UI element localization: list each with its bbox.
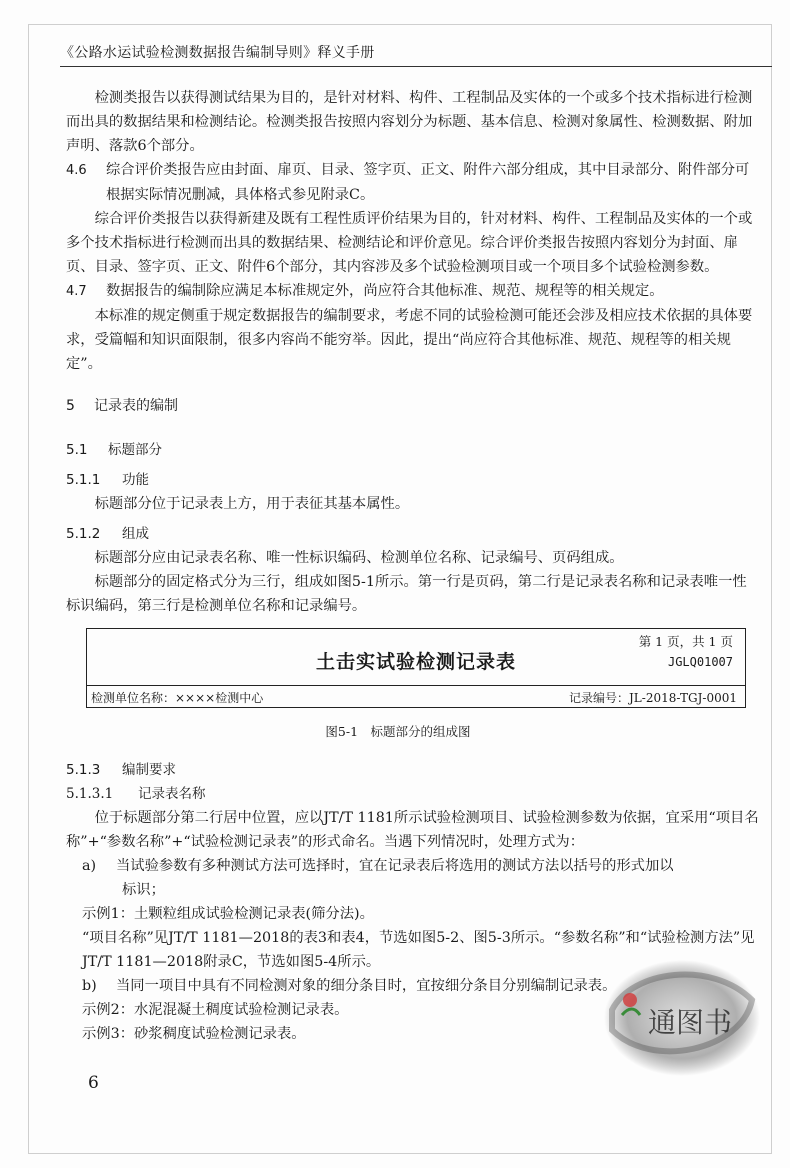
paragraph-function: 标题部分位于记录表上方，用于表征其基本属性。 bbox=[94, 496, 410, 512]
clause-4-7 bbox=[66, 279, 760, 304]
paragraph-standard-explanation: 本标准的规定侧重于规定数据报告的编制要求，考虑不同的试验检测可能还会涉及相应技术依据的具体要求，受篇幅和知识面限制，很多内容尚不能穷举。因此，提出“尚应符合其他标准、规范、规程等的相关规定”。 bbox=[66, 308, 753, 372]
heading-text: 记录表名称 bbox=[138, 786, 206, 802]
figure-organization: 检测单位名称：××××检测中心 bbox=[91, 691, 264, 705]
clause-text: 综合评价类报告应由封面、扉页、目录、签字页、正文、附件六部分组成，其中目录部分、附件部分可 bbox=[106, 162, 750, 178]
heading-text: 组成 bbox=[122, 526, 149, 542]
page-number: 6 bbox=[88, 1073, 99, 1093]
example-1: 示例1：土颗粒组成试验检测记录表(筛分法)。 bbox=[82, 906, 374, 922]
paragraph-record-name: 位于标题部分第二行居中位置，应以JT/T 1181所示试验检测项目、试验检测参数为依据，宜采用“项目名称”+“参数名称”+“试验检测记录表”的形式命名。当遇下列情况时，处理方式为： bbox=[66, 810, 759, 850]
example-2: 示例2：水泥混凝土稠度试验检测记录表。 bbox=[82, 1002, 349, 1018]
heading-number: 5.1 bbox=[66, 442, 88, 458]
heading-text: 记录表的编制 bbox=[94, 398, 178, 414]
list-item-a bbox=[66, 854, 760, 878]
clause-number: 4.6 bbox=[66, 163, 87, 178]
heading-text: 标题部分 bbox=[108, 442, 162, 458]
figure-record-number: 记录编号：JL-2018-TGJ-0001 bbox=[569, 691, 737, 705]
figure-record-title: 土击实试验检测记录表 bbox=[315, 651, 516, 673]
section-heading-5-1-3 bbox=[66, 758, 760, 782]
clause-number: 4.7 bbox=[66, 284, 87, 299]
figure-caption: 图5-1 标题部分的组成图 bbox=[325, 724, 471, 739]
publisher-seal-watermark bbox=[592, 940, 762, 1090]
heading-text: 功能 bbox=[122, 472, 149, 488]
section-heading-5-1-2 bbox=[66, 522, 760, 546]
page-content bbox=[66, 86, 760, 1046]
clause-text: 数据报告的编制除应满足本标准规定外，尚应符合其他标准、规范、规程等的相关规定。 bbox=[106, 283, 664, 299]
paragraph-format: 标题部分的固定格式分为三行，组成如图5-1所示。第一行是页码，第二行是记录表名称和记录表唯一性标识编码，第三行是检测单位名称和记录编号。 bbox=[66, 574, 747, 614]
section-heading-5-1-1 bbox=[66, 468, 760, 492]
seal-text: 通图书 bbox=[648, 1006, 733, 1039]
paragraph-detection-report: 检测类报告以获得测试结果为目的，是针对材料、构件、工程制品及实体的一个或多个技术指标进行检测而出具的数据结果和检测结论。检测类报告按照内容划分为标题、基本信息、检测对象属性、检测数据、附加声明、落款6个部分。 bbox=[66, 90, 753, 154]
paragraph-reference: “项目名称”见JT/T 1181—2018的表3和表4，节选如图5-2、图5-3所示。“参数名称”和“试验检测方法”见JT/T 1181—2018附录C，节选如图5-4所示。 bbox=[82, 930, 755, 970]
figure-divider bbox=[87, 685, 745, 686]
figure-title-block bbox=[86, 628, 746, 708]
heading-number: 5.1.2 bbox=[66, 526, 101, 542]
list-text: 当同一项目中具有不同检测对象的细分条目时，宜按细分条目分别编制记录表。 bbox=[116, 978, 617, 994]
list-label: b) bbox=[82, 978, 97, 994]
heading-number: 5 bbox=[66, 398, 75, 414]
paragraph-composition: 标题部分应由记录表名称、唯一性标识编码、检测单位名称、记录编号、页码组成。 bbox=[94, 550, 624, 566]
list-item-a-continued: 标识； bbox=[122, 882, 165, 898]
running-header: 《公路水运试验检测数据报告编制导则》释义手册 bbox=[60, 45, 375, 61]
clause-4-6 bbox=[66, 158, 760, 183]
heading-number: 5.1.3.1 bbox=[66, 786, 114, 802]
heading-text: 编制要求 bbox=[122, 762, 176, 778]
figure-page-indicator: 第 1 页，共 1 页 bbox=[638, 634, 733, 649]
heading-number: 5.1.3 bbox=[66, 762, 101, 778]
list-text: 当试验参数有多种测试方法可选择时，宜在记录表后将选用的测试方法以括号的形式加以 bbox=[116, 858, 674, 874]
section-heading-5 bbox=[66, 394, 760, 418]
example-3: 示例3：砂浆稠度试验检测记录表。 bbox=[82, 1026, 306, 1042]
section-heading-5-1-3-1 bbox=[66, 782, 760, 806]
heading-number: 5.1.1 bbox=[66, 472, 101, 488]
header-rule bbox=[60, 66, 772, 67]
list-label: a) bbox=[82, 858, 97, 874]
paragraph-evaluation-report: 综合评价类报告以获得新建及既有工程性质评价结果为目的，针对材料、构件、工程制品及实体的一个或多个技术指标进行检测而出具的数据结果、检测结论和评价意见。综合评价类报告按照内容划分为封面、扉页、目录、签字页、正文、附件6个部分，其内容涉及多个试验检测项目或一个项目多个试验检测参数。 bbox=[66, 211, 753, 275]
figure-unique-code: JGLQ01007 bbox=[667, 655, 733, 669]
section-heading-5-1 bbox=[66, 438, 760, 462]
clause-4-6-continued: 根据实际情况删减，具体格式参见附录C。 bbox=[106, 187, 375, 203]
